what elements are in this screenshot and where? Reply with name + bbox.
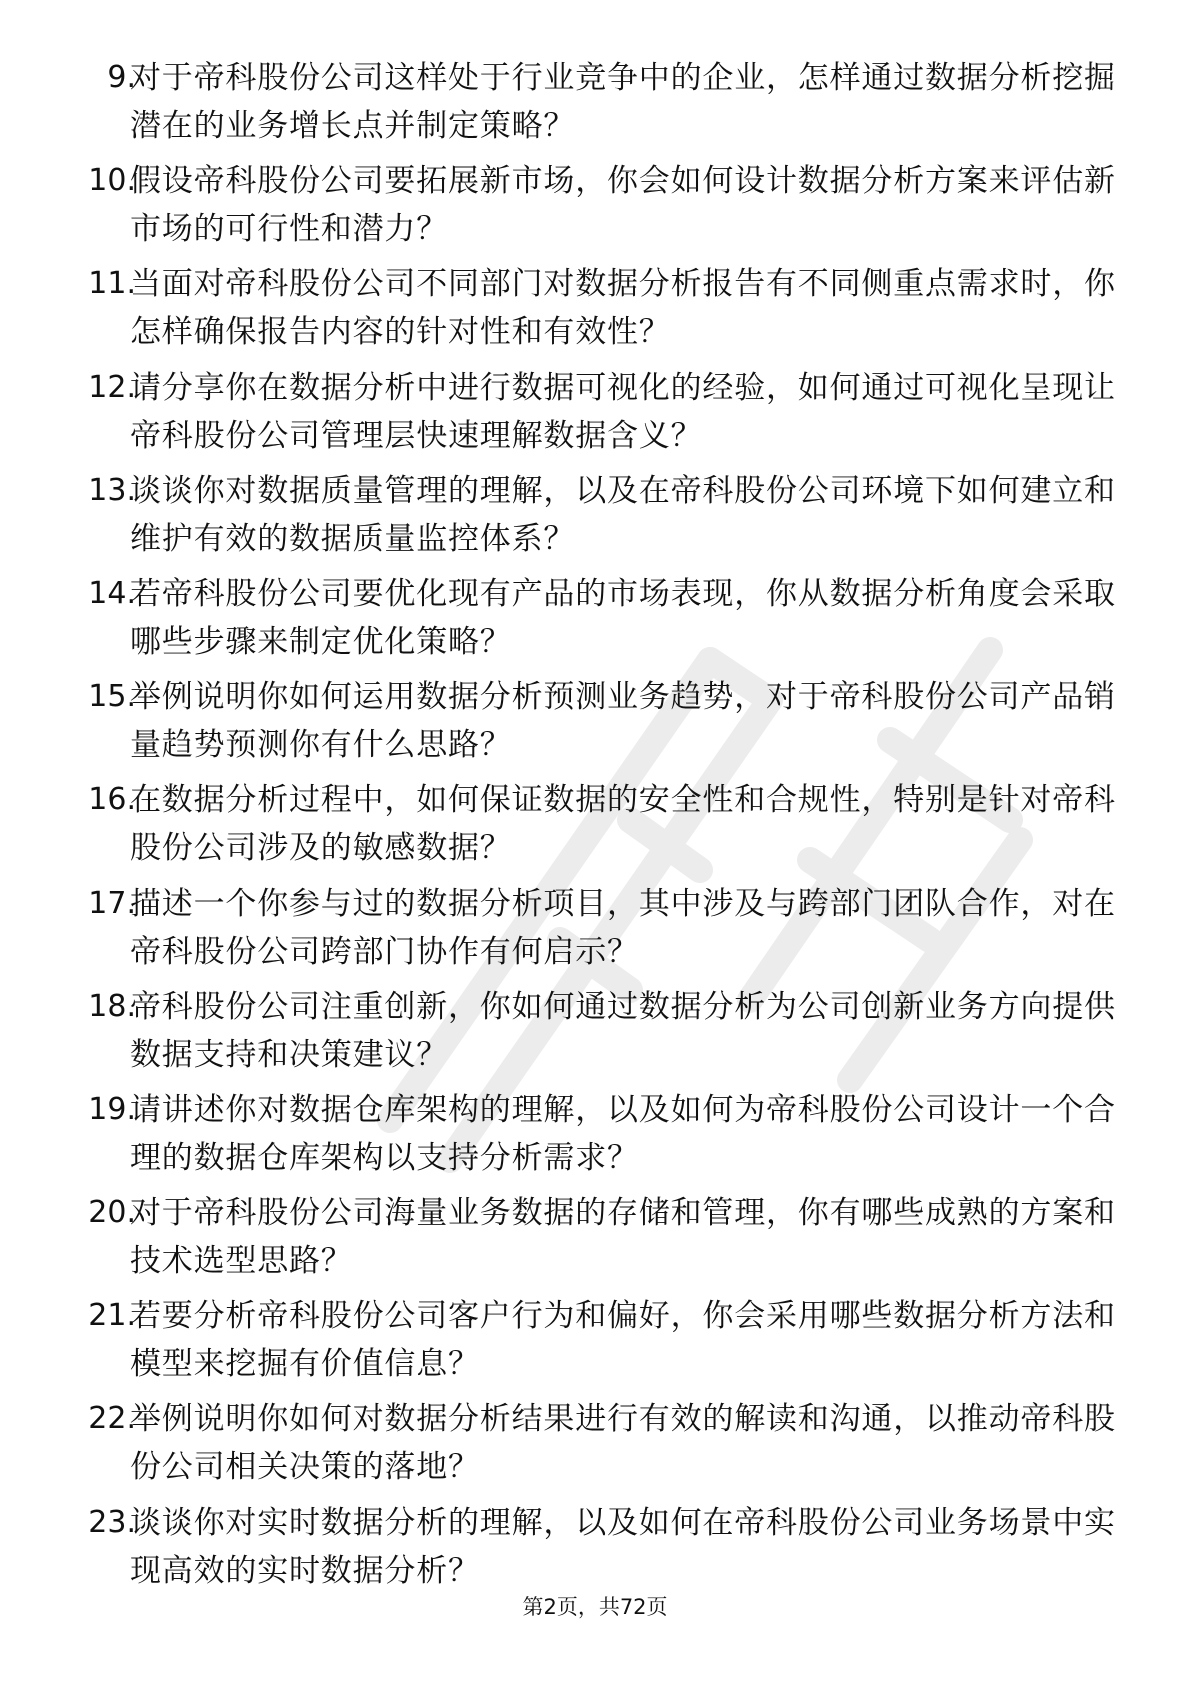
question-number: 17. [88,885,136,921]
list-item [0,560,1190,663]
question-text: 在数据分析过程中，如何保证数据的安全性和合规性，特别是针对帝科股份公司涉及的敏感数据？ [130,782,1116,867]
question-text: 对于帝科股份公司这样处于行业竞争中的企业，怎样通过数据分析挖掘潜在的业务增长点并制定策略？ [130,60,1116,144]
list-item [0,44,1190,147]
question-list [0,44,1190,1592]
list-item [0,973,1190,1076]
question-text: 对于帝科股份公司海量业务数据的存储和管理，你有哪些成熟的方案和技术选型思路？ [130,1195,1116,1280]
question-number: 21. [88,1298,136,1334]
list-item [0,147,1190,250]
page-footer: 第2页，共72页 [522,1595,668,1619]
question-number: 16. [88,782,136,818]
list-item [0,870,1190,973]
question-number: 19. [88,1091,136,1127]
question-text: 描述一个你参与过的数据分析项目，其中涉及与跨部门团队合作，对在帝科股份公司跨部门协作有何启示？ [130,885,1116,970]
question-text: 举例说明你如何运用数据分析预测业务趋势，对于帝科股份公司产品销量趋势预测你有什么思路？ [130,679,1116,764]
list-item [0,1282,1190,1385]
question-text: 假设帝科股份公司要拓展新市场，你会如何设计数据分析方案来评估新市场的可行性和潜力？ [130,163,1116,248]
list-item [0,1179,1190,1282]
list-item [0,1489,1190,1592]
list-item [0,1076,1190,1179]
list-item [0,250,1190,353]
list-item [0,766,1190,869]
question-number: 14. [88,575,136,611]
question-number: 22. [88,1401,136,1437]
question-number: 20. [88,1195,136,1231]
question-text: 谈谈你对实时数据分析的理解，以及如何在帝科股份公司业务场景中实现高效的实时数据分析？ [130,1504,1116,1589]
question-text: 若要分析帝科股份公司客户行为和偏好，你会采用哪些数据分析方法和模型来挖掘有价值信息？ [130,1298,1116,1383]
question-text: 当面对帝科股份公司不同部门对数据分析报告有不同侧重点需求时，你怎样确保报告内容的针对性和有效性？ [130,266,1116,351]
question-number: 18. [88,988,136,1024]
question-text: 谈谈你对数据质量管理的理解，以及在帝科股份公司环境下如何建立和维护有效的数据质量监控体系？ [130,472,1116,557]
question-number: 9. [107,60,136,95]
question-number: 11. [88,266,136,302]
question-text: 请分享你在数据分析中进行数据可视化的经验，如何通过可视化呈现让帝科股份公司管理层快速理解数据含义？ [130,369,1116,454]
list-item [0,457,1190,560]
list-item [0,354,1190,457]
question-text: 帝科股份公司注重创新，你如何通过数据分析为公司创新业务方向提供数据支持和决策建议？ [130,988,1116,1073]
question-text: 请讲述你对数据仓库架构的理解，以及如何为帝科股份公司设计一个合理的数据仓库架构以支持分析需求？ [130,1091,1116,1176]
question-number: 23. [88,1504,136,1540]
question-text: 若帝科股份公司要优化现有产品的市场表现，你从数据分析角度会采取哪些步骤来制定优化策略？ [130,575,1116,660]
question-text: 举例说明你如何对数据分析结果进行有效的解读和沟通，以推动帝科股份公司相关决策的落地？ [130,1401,1116,1486]
question-number: 15. [88,679,136,715]
list-item [0,663,1190,766]
question-number: 12. [88,369,136,405]
question-number: 10. [88,163,136,199]
list-item [0,1385,1190,1488]
question-number: 13. [88,472,136,508]
